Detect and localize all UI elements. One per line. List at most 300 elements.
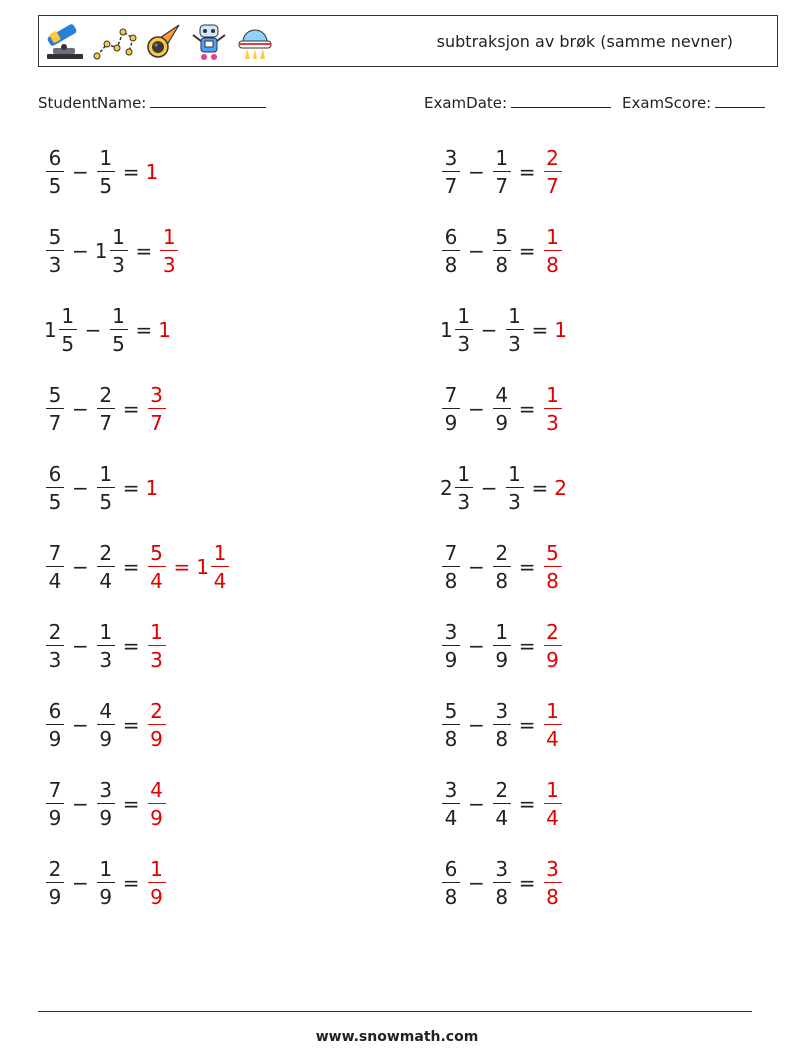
numerator: 2: [493, 543, 511, 567]
fraction: [455, 464, 473, 512]
header-icons: [43, 20, 275, 64]
whole-number: 2: [554, 476, 567, 500]
answer: [146, 701, 168, 749]
student-name-blank: [150, 93, 266, 108]
minuend: [440, 622, 462, 670]
denominator: 8: [495, 569, 509, 593]
equals-sign: =: [531, 318, 549, 342]
subtrahend: [504, 306, 526, 354]
denominator: 3: [48, 648, 62, 672]
fraction: [455, 306, 473, 354]
numerator: 1: [455, 306, 473, 330]
numerator: 1: [506, 464, 524, 488]
denominator: 8: [546, 885, 559, 909]
answer-part: [146, 780, 168, 828]
answer-part: [542, 859, 564, 907]
numerator: 1: [455, 464, 473, 488]
exam-date-blank: [511, 93, 611, 108]
answer-part: [542, 701, 564, 749]
answer-part: [554, 476, 567, 500]
numerator: 2: [493, 780, 511, 804]
numerator: 2: [46, 859, 64, 883]
denominator: 3: [457, 332, 471, 356]
minuend: [44, 622, 66, 670]
minuend: [44, 701, 66, 749]
numerator: 7: [442, 385, 460, 409]
denominator: 4: [150, 569, 163, 593]
numerator: 6: [442, 227, 460, 251]
numerator: 2: [46, 622, 64, 646]
denominator: 4: [99, 569, 113, 593]
subtrahend: [491, 385, 513, 433]
numerator: 5: [544, 543, 562, 567]
denominator: 5: [112, 332, 125, 356]
fraction: [59, 306, 77, 354]
minus-sign: −: [468, 555, 485, 579]
answer: [158, 227, 180, 275]
fraction: [493, 148, 511, 196]
numerator: 3: [493, 701, 511, 725]
equals-sign: =: [122, 634, 140, 658]
fraction: [442, 859, 460, 907]
problem-item: [440, 774, 564, 834]
numerator: 1: [544, 385, 562, 409]
equals-sign: =: [518, 555, 536, 579]
telescope-icon: [43, 22, 87, 62]
denominator: 3: [48, 253, 62, 277]
exam-score-field: [622, 93, 765, 112]
numerator: 2: [97, 543, 115, 567]
fraction: [493, 543, 511, 591]
answer-part: [158, 318, 171, 342]
numerator: 2: [544, 622, 562, 646]
answer-part: [542, 780, 564, 828]
numerator: 3: [442, 148, 460, 172]
denominator: 8: [546, 253, 559, 277]
problem-item: [440, 221, 564, 281]
numerator: 1: [97, 622, 115, 646]
problem-item: [44, 695, 168, 755]
minuend: [44, 780, 66, 828]
fraction: [97, 148, 115, 196]
numerator: 3: [97, 780, 115, 804]
answer-part: [554, 318, 567, 342]
minuend: [44, 543, 66, 591]
fraction: [442, 701, 460, 749]
minuend: [44, 148, 66, 196]
fraction: [160, 227, 178, 275]
subtrahend: [95, 385, 117, 433]
numerator: 5: [148, 543, 166, 567]
numerator: 1: [110, 306, 128, 330]
denominator: 3: [162, 253, 176, 277]
answer: [146, 476, 159, 500]
problem-item: [44, 537, 231, 597]
whole-number: 1: [145, 160, 159, 184]
whole-number: 2: [440, 476, 453, 500]
minus-sign: −: [468, 634, 485, 658]
answer: [146, 622, 168, 670]
fraction: [493, 701, 511, 749]
problem-item: [44, 142, 158, 202]
answer: [542, 227, 564, 275]
minus-sign: −: [480, 476, 498, 500]
problem-item: [440, 695, 564, 755]
exam-score-label: ExamScore:: [622, 94, 712, 112]
denominator: 9: [546, 648, 559, 672]
minus-sign: −: [72, 397, 89, 421]
equals-sign: =: [173, 555, 191, 579]
denominator: 7: [48, 411, 62, 435]
answer: [542, 385, 564, 433]
problem-item: [440, 537, 564, 597]
problem-item: [44, 221, 180, 281]
answer-part: [146, 160, 159, 184]
denominator: 3: [508, 490, 521, 514]
fraction: [97, 622, 115, 670]
denominator: 9: [150, 885, 163, 909]
minus-sign: −: [468, 397, 485, 421]
numerator: 5: [493, 227, 511, 251]
denominator: 5: [99, 174, 113, 198]
denominator: 5: [99, 490, 113, 514]
subtrahend: [95, 859, 117, 907]
subtrahend: [95, 622, 117, 670]
denominator: 3: [99, 648, 113, 672]
fraction: [544, 859, 562, 907]
equals-sign: =: [122, 713, 140, 737]
problem-item: [440, 616, 564, 676]
numerator: 1: [110, 227, 128, 251]
fraction: [46, 780, 64, 828]
whole-number: 1: [158, 318, 171, 342]
minuend: [440, 543, 462, 591]
constellation-icon: [93, 22, 137, 62]
fraction: [97, 701, 115, 749]
denominator: 5: [48, 490, 62, 514]
fraction: [544, 622, 562, 670]
fraction: [544, 227, 562, 275]
fraction: [46, 385, 64, 433]
subtrahend: [95, 780, 117, 828]
minus-sign: −: [468, 713, 485, 737]
fraction: [442, 622, 460, 670]
numerator: 7: [46, 780, 64, 804]
denominator: 4: [495, 806, 509, 830]
numerator: 6: [442, 859, 460, 883]
answer-part: [146, 622, 168, 670]
numerator: 5: [46, 385, 64, 409]
numerator: 1: [544, 227, 562, 251]
fraction: [442, 543, 460, 591]
problem-item: [44, 774, 168, 834]
problem-item: [440, 853, 564, 913]
denominator: 3: [457, 490, 471, 514]
minuend: [440, 306, 475, 354]
whole-number: 1: [44, 318, 57, 342]
problem-item: [44, 853, 168, 913]
fraction: [46, 227, 64, 275]
numerator: 3: [544, 859, 562, 883]
fraction: [442, 227, 460, 275]
exam-date-label: ExamDate:: [424, 94, 508, 112]
equals-sign: =: [518, 397, 536, 421]
equals-sign: =: [122, 397, 140, 421]
numerator: 2: [544, 148, 562, 172]
answer-part: [542, 622, 564, 670]
fraction: [544, 148, 562, 196]
denominator: 9: [495, 648, 509, 672]
fraction: [493, 227, 511, 275]
numerator: 3: [493, 859, 511, 883]
denominator: 9: [150, 806, 163, 830]
numerator: 7: [442, 543, 460, 567]
subtrahend: [504, 464, 526, 512]
answer: [146, 543, 232, 591]
subtrahend: [491, 622, 513, 670]
answer: [146, 385, 168, 433]
numerator: 1: [493, 622, 511, 646]
equals-sign: =: [135, 239, 153, 263]
worksheet-title: subtraksjon av brøk (samme nevner): [436, 32, 733, 51]
numerator: 1: [506, 306, 524, 330]
problem-item: [440, 142, 564, 202]
answer-part: [146, 701, 168, 749]
numerator: 5: [442, 701, 460, 725]
answer: [146, 160, 159, 184]
denominator: 3: [508, 332, 521, 356]
subtrahend: [491, 701, 513, 749]
answer: [542, 859, 564, 907]
equals-sign: =: [518, 871, 536, 895]
subtrahend: [95, 464, 117, 512]
answer: [158, 318, 171, 342]
numerator: 3: [148, 385, 166, 409]
numerator: 4: [148, 780, 166, 804]
numerator: 5: [46, 227, 64, 251]
denominator: 3: [112, 253, 125, 277]
denominator: 5: [61, 332, 75, 356]
numerator: 1: [97, 464, 115, 488]
denominator: 8: [495, 885, 509, 909]
fraction: [148, 859, 166, 907]
answer: [554, 318, 567, 342]
answer: [542, 701, 564, 749]
numerator: 4: [493, 385, 511, 409]
numerator: 1: [544, 701, 562, 725]
equals-sign: =: [122, 160, 140, 184]
robot-icon: [189, 22, 229, 62]
numerator: 1: [211, 543, 229, 567]
problem-item: [44, 379, 168, 439]
equals-sign: =: [122, 555, 140, 579]
answer-part: [542, 543, 564, 591]
answer: [146, 780, 168, 828]
denominator: 5: [48, 174, 62, 198]
minuend: [44, 227, 66, 275]
problem-item: [440, 379, 564, 439]
problem-item: [44, 458, 158, 518]
equals-sign: =: [518, 634, 536, 658]
answer: [542, 622, 564, 670]
denominator: 8: [546, 569, 559, 593]
numerator: 1: [493, 148, 511, 172]
minus-sign: −: [72, 160, 89, 184]
denominator: 4: [48, 569, 62, 593]
minus-sign: −: [480, 318, 498, 342]
numerator: 3: [442, 622, 460, 646]
denominator: 4: [546, 727, 559, 751]
fraction: [211, 543, 229, 591]
minus-sign: −: [72, 555, 89, 579]
denominator: 9: [99, 885, 113, 909]
denominator: 3: [150, 648, 163, 672]
fraction: [506, 464, 524, 512]
whole-number: 1: [145, 476, 159, 500]
minuend: [440, 464, 475, 512]
fraction: [46, 701, 64, 749]
fraction: [493, 780, 511, 828]
denominator: 8: [495, 727, 509, 751]
numerator: 3: [442, 780, 460, 804]
problem-item: [440, 458, 567, 518]
minus-sign: −: [468, 792, 485, 816]
answer-part: [146, 859, 168, 907]
denominator: 7: [99, 411, 113, 435]
fraction: [544, 701, 562, 749]
subtrahend: [95, 701, 117, 749]
equals-sign: =: [518, 713, 536, 737]
fraction: [97, 385, 115, 433]
equals-sign: =: [518, 792, 536, 816]
worksheet-header: [38, 15, 778, 67]
minuend: [440, 227, 462, 275]
denominator: 3: [546, 411, 559, 435]
answer-part: [146, 476, 159, 500]
fraction: [506, 306, 524, 354]
numerator: 7: [46, 543, 64, 567]
whole-number: 1: [554, 318, 567, 342]
denominator: 4: [546, 806, 559, 830]
minus-sign: −: [72, 792, 89, 816]
denominator: 9: [99, 806, 113, 830]
fraction: [442, 148, 460, 196]
subtrahend: [491, 148, 513, 196]
answer: [554, 476, 567, 500]
fraction: [493, 859, 511, 907]
answer: [542, 780, 564, 828]
denominator: 8: [495, 253, 509, 277]
fraction: [46, 622, 64, 670]
problem-item: [44, 616, 168, 676]
numerator: 6: [46, 148, 64, 172]
denominator: 9: [495, 411, 509, 435]
numerator: 6: [46, 701, 64, 725]
minuend: [440, 780, 462, 828]
minuend: [440, 701, 462, 749]
subtrahend: [108, 306, 130, 354]
fraction: [148, 385, 166, 433]
denominator: 8: [444, 727, 458, 751]
fraction: [97, 543, 115, 591]
student-name-field: [38, 93, 266, 112]
numerator: 6: [46, 464, 64, 488]
fraction: [544, 543, 562, 591]
fraction: [544, 780, 562, 828]
subtrahend: [491, 780, 513, 828]
denominator: 9: [444, 648, 458, 672]
minus-sign: −: [468, 160, 485, 184]
minuend: [440, 859, 462, 907]
fraction: [110, 306, 128, 354]
subtrahend: [95, 227, 130, 275]
answer-part: [158, 227, 180, 275]
exam-date-field: [424, 93, 611, 112]
fraction: [46, 464, 64, 512]
equals-sign: =: [122, 792, 140, 816]
answer-part: [146, 385, 168, 433]
minuend: [44, 306, 79, 354]
answer-part: [196, 543, 231, 591]
problem-item: [440, 300, 567, 360]
numerator: 1: [97, 148, 115, 172]
denominator: 7: [150, 411, 163, 435]
denominator: 9: [48, 727, 62, 751]
minuend: [440, 148, 462, 196]
fraction: [148, 622, 166, 670]
numerator: 1: [148, 622, 166, 646]
footer-url: www.snowmath.com: [315, 1029, 479, 1045]
denominator: 9: [444, 411, 458, 435]
whole-number: 1: [196, 555, 210, 579]
denominator: 8: [444, 253, 458, 277]
equals-sign: =: [518, 239, 536, 263]
exam-score-blank: [715, 93, 765, 108]
subtrahend: [491, 543, 513, 591]
minus-sign: −: [72, 476, 89, 500]
answer: [542, 148, 564, 196]
denominator: 4: [213, 569, 227, 593]
whole-number: 1: [440, 318, 453, 342]
fraction: [46, 543, 64, 591]
numerator: 1: [544, 780, 562, 804]
subtrahend: [95, 148, 117, 196]
numerator: 1: [160, 227, 178, 251]
whole-number: 1: [94, 239, 108, 263]
numerator: 4: [97, 701, 115, 725]
numerator: 2: [148, 701, 166, 725]
denominator: 7: [444, 174, 458, 198]
fraction: [544, 385, 562, 433]
minus-sign: −: [468, 871, 485, 895]
answer-part: [542, 148, 564, 196]
denominator: 7: [495, 174, 509, 198]
denominator: 9: [99, 727, 113, 751]
answer: [146, 859, 168, 907]
student-name-label: StudentName:: [38, 94, 147, 112]
answer-part: [542, 385, 564, 433]
minus-sign: −: [468, 239, 485, 263]
fraction: [442, 780, 460, 828]
minus-sign: −: [72, 871, 89, 895]
fraction: [46, 148, 64, 196]
fraction: [148, 543, 166, 591]
minus-sign: −: [84, 318, 102, 342]
fraction: [110, 227, 128, 275]
minus-sign: −: [72, 713, 89, 737]
numerator: 2: [97, 385, 115, 409]
minuend: [44, 385, 66, 433]
